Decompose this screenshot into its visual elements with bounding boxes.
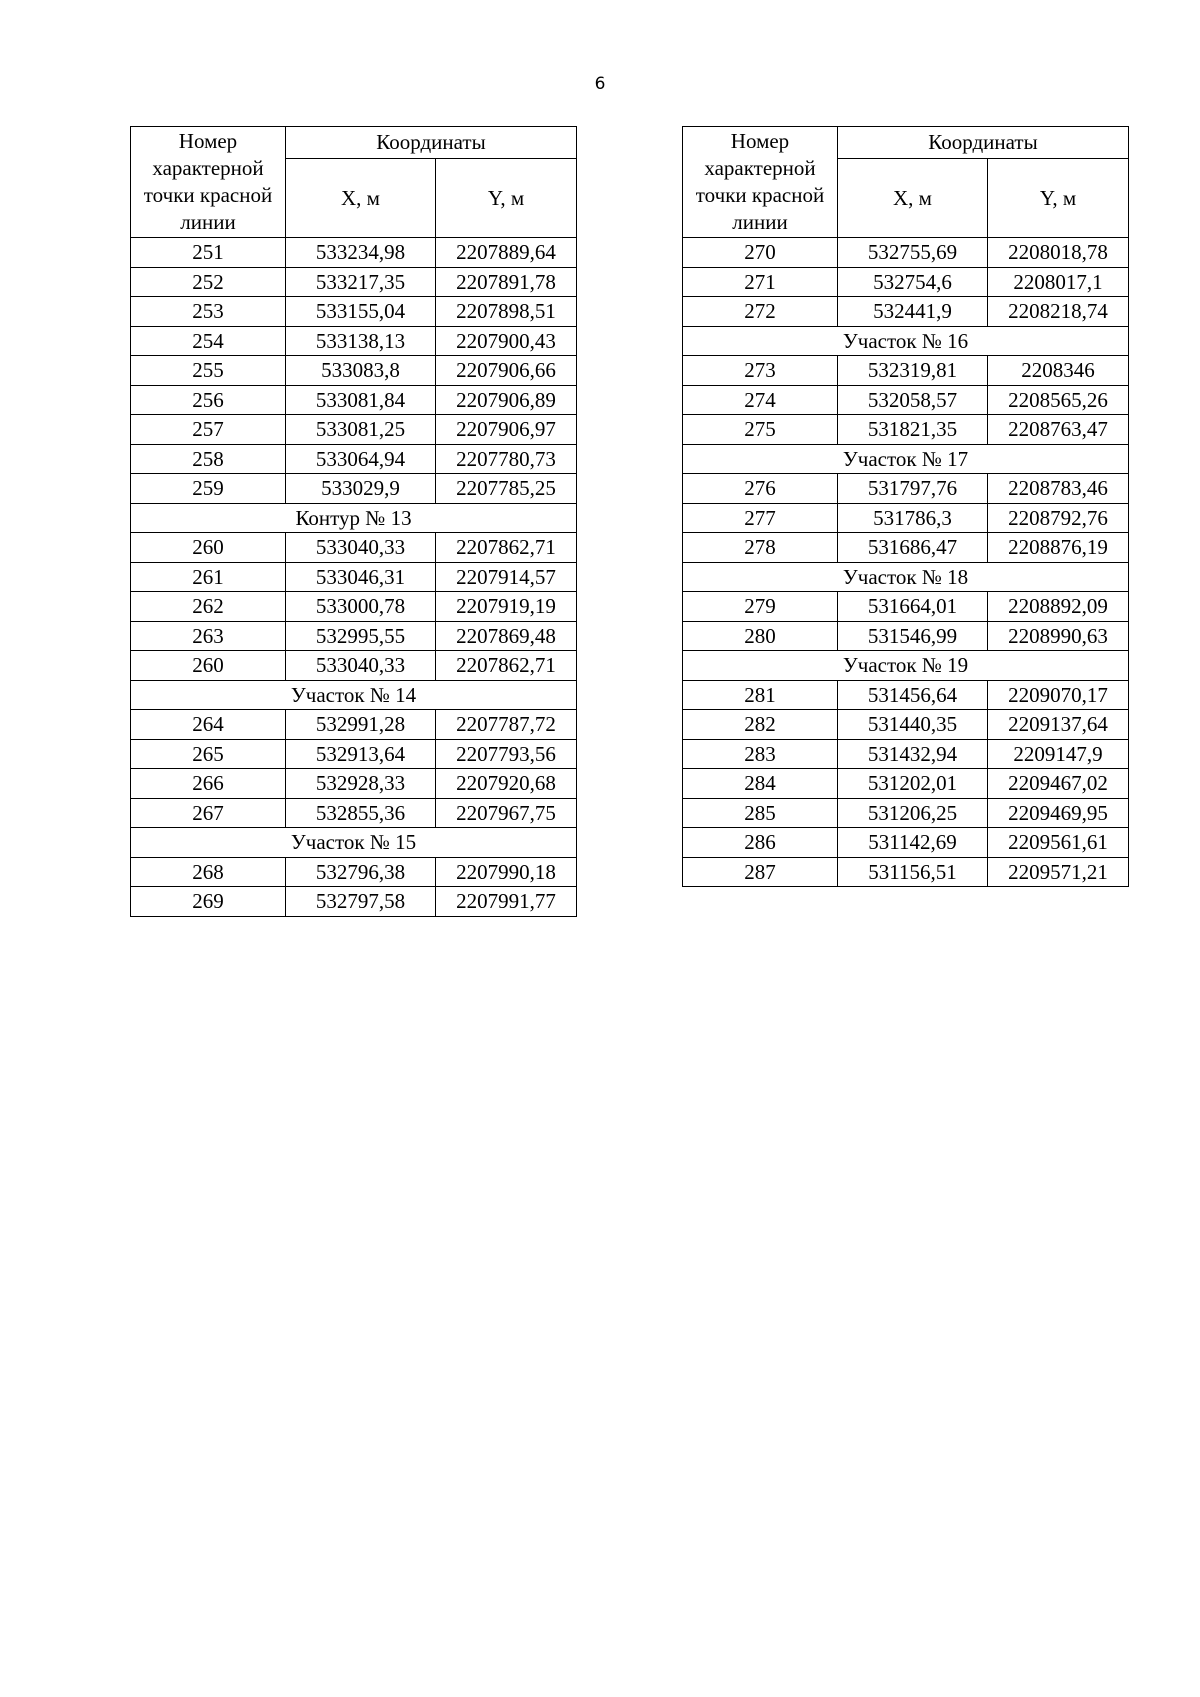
point-number-cell: 272	[683, 297, 838, 327]
y-coordinate-cell: 2207869,48	[436, 621, 577, 651]
point-number-cell: 257	[131, 415, 286, 445]
y-coordinate-cell: 2209070,17	[988, 680, 1129, 710]
table-row	[131, 297, 577, 327]
x-coordinate-cell: 532991,28	[286, 710, 436, 740]
x-coordinate-cell: 532796,38	[286, 857, 436, 887]
point-number-cell: 259	[131, 474, 286, 504]
point-number-cell: 261	[131, 562, 286, 592]
point-number-cell: 253	[131, 297, 286, 327]
section-row	[131, 680, 577, 710]
y-coordinate-cell: 2209137,64	[988, 710, 1129, 740]
x-coordinate-cell: 532441,9	[838, 297, 988, 327]
x-header: X, м	[286, 159, 436, 238]
x-coordinate-cell: 532855,36	[286, 798, 436, 828]
table-row	[683, 592, 1129, 622]
table-row	[131, 739, 577, 769]
y-coordinate-cell: 2207906,97	[436, 415, 577, 445]
y-coordinate-cell: 2207787,72	[436, 710, 577, 740]
point-number-cell: 282	[683, 710, 838, 740]
table-row	[131, 267, 577, 297]
table-row	[131, 356, 577, 386]
y-coordinate-cell: 2208792,76	[988, 503, 1129, 533]
y-coordinate-cell: 2208892,09	[988, 592, 1129, 622]
table-row	[683, 680, 1129, 710]
point-number-cell: 269	[131, 887, 286, 917]
x-coordinate-cell: 532797,58	[286, 887, 436, 917]
table-row	[131, 651, 577, 681]
y-coordinate-cell: 2207967,75	[436, 798, 577, 828]
point-number-cell: 266	[131, 769, 286, 799]
x-coordinate-cell: 532913,64	[286, 739, 436, 769]
x-coordinate-cell: 531797,76	[838, 474, 988, 504]
point-number-cell: 263	[131, 621, 286, 651]
point-number-cell: 264	[131, 710, 286, 740]
x-coordinate-cell: 533155,04	[286, 297, 436, 327]
x-coordinate-cell: 532058,57	[838, 385, 988, 415]
point-number-cell: 286	[683, 828, 838, 858]
point-number-cell: 287	[683, 857, 838, 887]
y-coordinate-cell: 2209571,21	[988, 857, 1129, 887]
x-coordinate-cell: 533217,35	[286, 267, 436, 297]
coordinates-header: Координаты	[838, 127, 1129, 159]
point-number-cell: 279	[683, 592, 838, 622]
coordinates-table-right	[682, 126, 1129, 887]
table-row	[683, 769, 1129, 799]
y-coordinate-cell: 2207889,64	[436, 238, 577, 268]
table-row	[683, 710, 1129, 740]
section-row	[131, 828, 577, 858]
coordinates-header: Координаты	[286, 127, 577, 159]
x-coordinate-cell: 533234,98	[286, 238, 436, 268]
table-row	[131, 769, 577, 799]
x-coordinate-cell: 531432,94	[838, 739, 988, 769]
y-coordinate-cell: 2207891,78	[436, 267, 577, 297]
section-row	[683, 651, 1129, 681]
table-row	[683, 474, 1129, 504]
table-row	[131, 887, 577, 917]
table-row	[683, 533, 1129, 563]
table-row	[131, 474, 577, 504]
y-coordinate-cell: 2207906,89	[436, 385, 577, 415]
x-coordinate-cell: 533081,84	[286, 385, 436, 415]
y-coordinate-cell: 2208565,26	[988, 385, 1129, 415]
y-coordinate-cell: 2207920,68	[436, 769, 577, 799]
point-number-cell: 256	[131, 385, 286, 415]
x-coordinate-cell: 531440,35	[838, 710, 988, 740]
table-row	[131, 326, 577, 356]
point-number-cell: 274	[683, 385, 838, 415]
section-label: Участок № 18	[683, 562, 1129, 592]
x-header: X, м	[838, 159, 988, 238]
table-row	[131, 621, 577, 651]
y-coordinate-cell: 2207785,25	[436, 474, 577, 504]
section-label: Контур № 13	[131, 503, 577, 533]
table-row	[683, 415, 1129, 445]
x-coordinate-cell: 531786,3	[838, 503, 988, 533]
point-number-cell: 267	[131, 798, 286, 828]
x-coordinate-cell: 531156,51	[838, 857, 988, 887]
y-header: Y, м	[436, 159, 577, 238]
y-coordinate-cell: 2207862,71	[436, 533, 577, 563]
x-coordinate-cell: 532755,69	[838, 238, 988, 268]
section-row	[683, 326, 1129, 356]
y-coordinate-cell: 2207906,66	[436, 356, 577, 386]
table-row	[131, 533, 577, 563]
y-coordinate-cell: 2209469,95	[988, 798, 1129, 828]
y-coordinate-cell: 2208763,47	[988, 415, 1129, 445]
table-row	[683, 297, 1129, 327]
point-number-cell: 252	[131, 267, 286, 297]
point-number-cell: 276	[683, 474, 838, 504]
x-coordinate-cell: 531686,47	[838, 533, 988, 563]
y-header: Y, м	[988, 159, 1129, 238]
x-coordinate-cell: 533040,33	[286, 533, 436, 563]
point-number-cell: 251	[131, 238, 286, 268]
x-coordinate-cell: 533040,33	[286, 651, 436, 681]
table-body	[131, 238, 577, 917]
x-coordinate-cell: 531456,64	[838, 680, 988, 710]
section-label: Участок № 14	[131, 680, 577, 710]
y-coordinate-cell: 2207991,77	[436, 887, 577, 917]
point-number-cell: 278	[683, 533, 838, 563]
y-coordinate-cell: 2208783,46	[988, 474, 1129, 504]
y-coordinate-cell: 2207919,19	[436, 592, 577, 622]
table-row	[131, 592, 577, 622]
table-row	[683, 385, 1129, 415]
table-row	[683, 828, 1129, 858]
x-coordinate-cell: 532995,55	[286, 621, 436, 651]
y-coordinate-cell: 2207793,56	[436, 739, 577, 769]
x-coordinate-cell: 533000,78	[286, 592, 436, 622]
table-row	[131, 415, 577, 445]
point-number-cell: 284	[683, 769, 838, 799]
table-row	[131, 385, 577, 415]
y-coordinate-cell: 2209561,61	[988, 828, 1129, 858]
table-row	[131, 857, 577, 887]
x-coordinate-cell: 533083,8	[286, 356, 436, 386]
y-coordinate-cell: 2207900,43	[436, 326, 577, 356]
table-row	[683, 857, 1129, 887]
y-coordinate-cell: 2208017,1	[988, 267, 1129, 297]
y-coordinate-cell: 2208018,78	[988, 238, 1129, 268]
table-row	[683, 267, 1129, 297]
y-coordinate-cell: 2208218,74	[988, 297, 1129, 327]
y-coordinate-cell: 2209467,02	[988, 769, 1129, 799]
y-coordinate-cell: 2208346	[988, 356, 1129, 386]
table-row	[683, 503, 1129, 533]
table-row	[131, 710, 577, 740]
x-coordinate-cell: 533081,25	[286, 415, 436, 445]
point-number-cell: 281	[683, 680, 838, 710]
table-row	[131, 798, 577, 828]
x-coordinate-cell: 533029,9	[286, 474, 436, 504]
section-label: Участок № 16	[683, 326, 1129, 356]
coordinates-table-left	[130, 126, 577, 917]
x-coordinate-cell: 532754,6	[838, 267, 988, 297]
x-coordinate-cell: 533046,31	[286, 562, 436, 592]
y-coordinate-cell: 2207914,57	[436, 562, 577, 592]
y-coordinate-cell: 2207780,73	[436, 444, 577, 474]
section-label: Участок № 19	[683, 651, 1129, 681]
table-header	[683, 127, 1129, 238]
table-row	[683, 739, 1129, 769]
x-coordinate-cell: 533064,94	[286, 444, 436, 474]
point-number-cell: 255	[131, 356, 286, 386]
x-coordinate-cell: 531142,69	[838, 828, 988, 858]
point-number-cell: 265	[131, 739, 286, 769]
point-number-cell: 260	[131, 533, 286, 563]
section-row	[131, 503, 577, 533]
x-coordinate-cell: 531664,01	[838, 592, 988, 622]
section-row	[683, 562, 1129, 592]
point-number-cell: 270	[683, 238, 838, 268]
table-header	[131, 127, 577, 238]
x-coordinate-cell: 532319,81	[838, 356, 988, 386]
x-coordinate-cell: 531202,01	[838, 769, 988, 799]
y-coordinate-cell: 2209147,9	[988, 739, 1129, 769]
page-number: 6	[594, 74, 606, 94]
table-row	[683, 356, 1129, 386]
section-label: Участок № 15	[131, 828, 577, 858]
table-row	[131, 444, 577, 474]
table-row	[131, 238, 577, 268]
y-coordinate-cell: 2208990,63	[988, 621, 1129, 651]
point-number-cell: 277	[683, 503, 838, 533]
point-number-cell: 258	[131, 444, 286, 474]
table-row	[683, 798, 1129, 828]
y-coordinate-cell: 2207990,18	[436, 857, 577, 887]
y-coordinate-cell: 2207862,71	[436, 651, 577, 681]
point-number-cell: 262	[131, 592, 286, 622]
section-row	[683, 444, 1129, 474]
point-number-cell: 273	[683, 356, 838, 386]
point-number-cell: 254	[131, 326, 286, 356]
point-number-cell: 283	[683, 739, 838, 769]
x-coordinate-cell: 531821,35	[838, 415, 988, 445]
x-coordinate-cell: 532928,33	[286, 769, 436, 799]
point-number-cell: 285	[683, 798, 838, 828]
point-number-cell: 260	[131, 651, 286, 681]
point-number-cell: 268	[131, 857, 286, 887]
table-body	[683, 238, 1129, 887]
x-coordinate-cell: 533138,13	[286, 326, 436, 356]
table-row	[131, 562, 577, 592]
x-coordinate-cell: 531206,25	[838, 798, 988, 828]
section-label: Участок № 17	[683, 444, 1129, 474]
point-number-header: Номер характерной точки красной линии	[131, 127, 286, 238]
point-number-cell: 275	[683, 415, 838, 445]
y-coordinate-cell: 2208876,19	[988, 533, 1129, 563]
table-row	[683, 621, 1129, 651]
y-coordinate-cell: 2207898,51	[436, 297, 577, 327]
table-row	[683, 238, 1129, 268]
point-number-cell: 280	[683, 621, 838, 651]
point-number-cell: 271	[683, 267, 838, 297]
point-number-header: Номер характерной точки красной линии	[683, 127, 838, 238]
x-coordinate-cell: 531546,99	[838, 621, 988, 651]
